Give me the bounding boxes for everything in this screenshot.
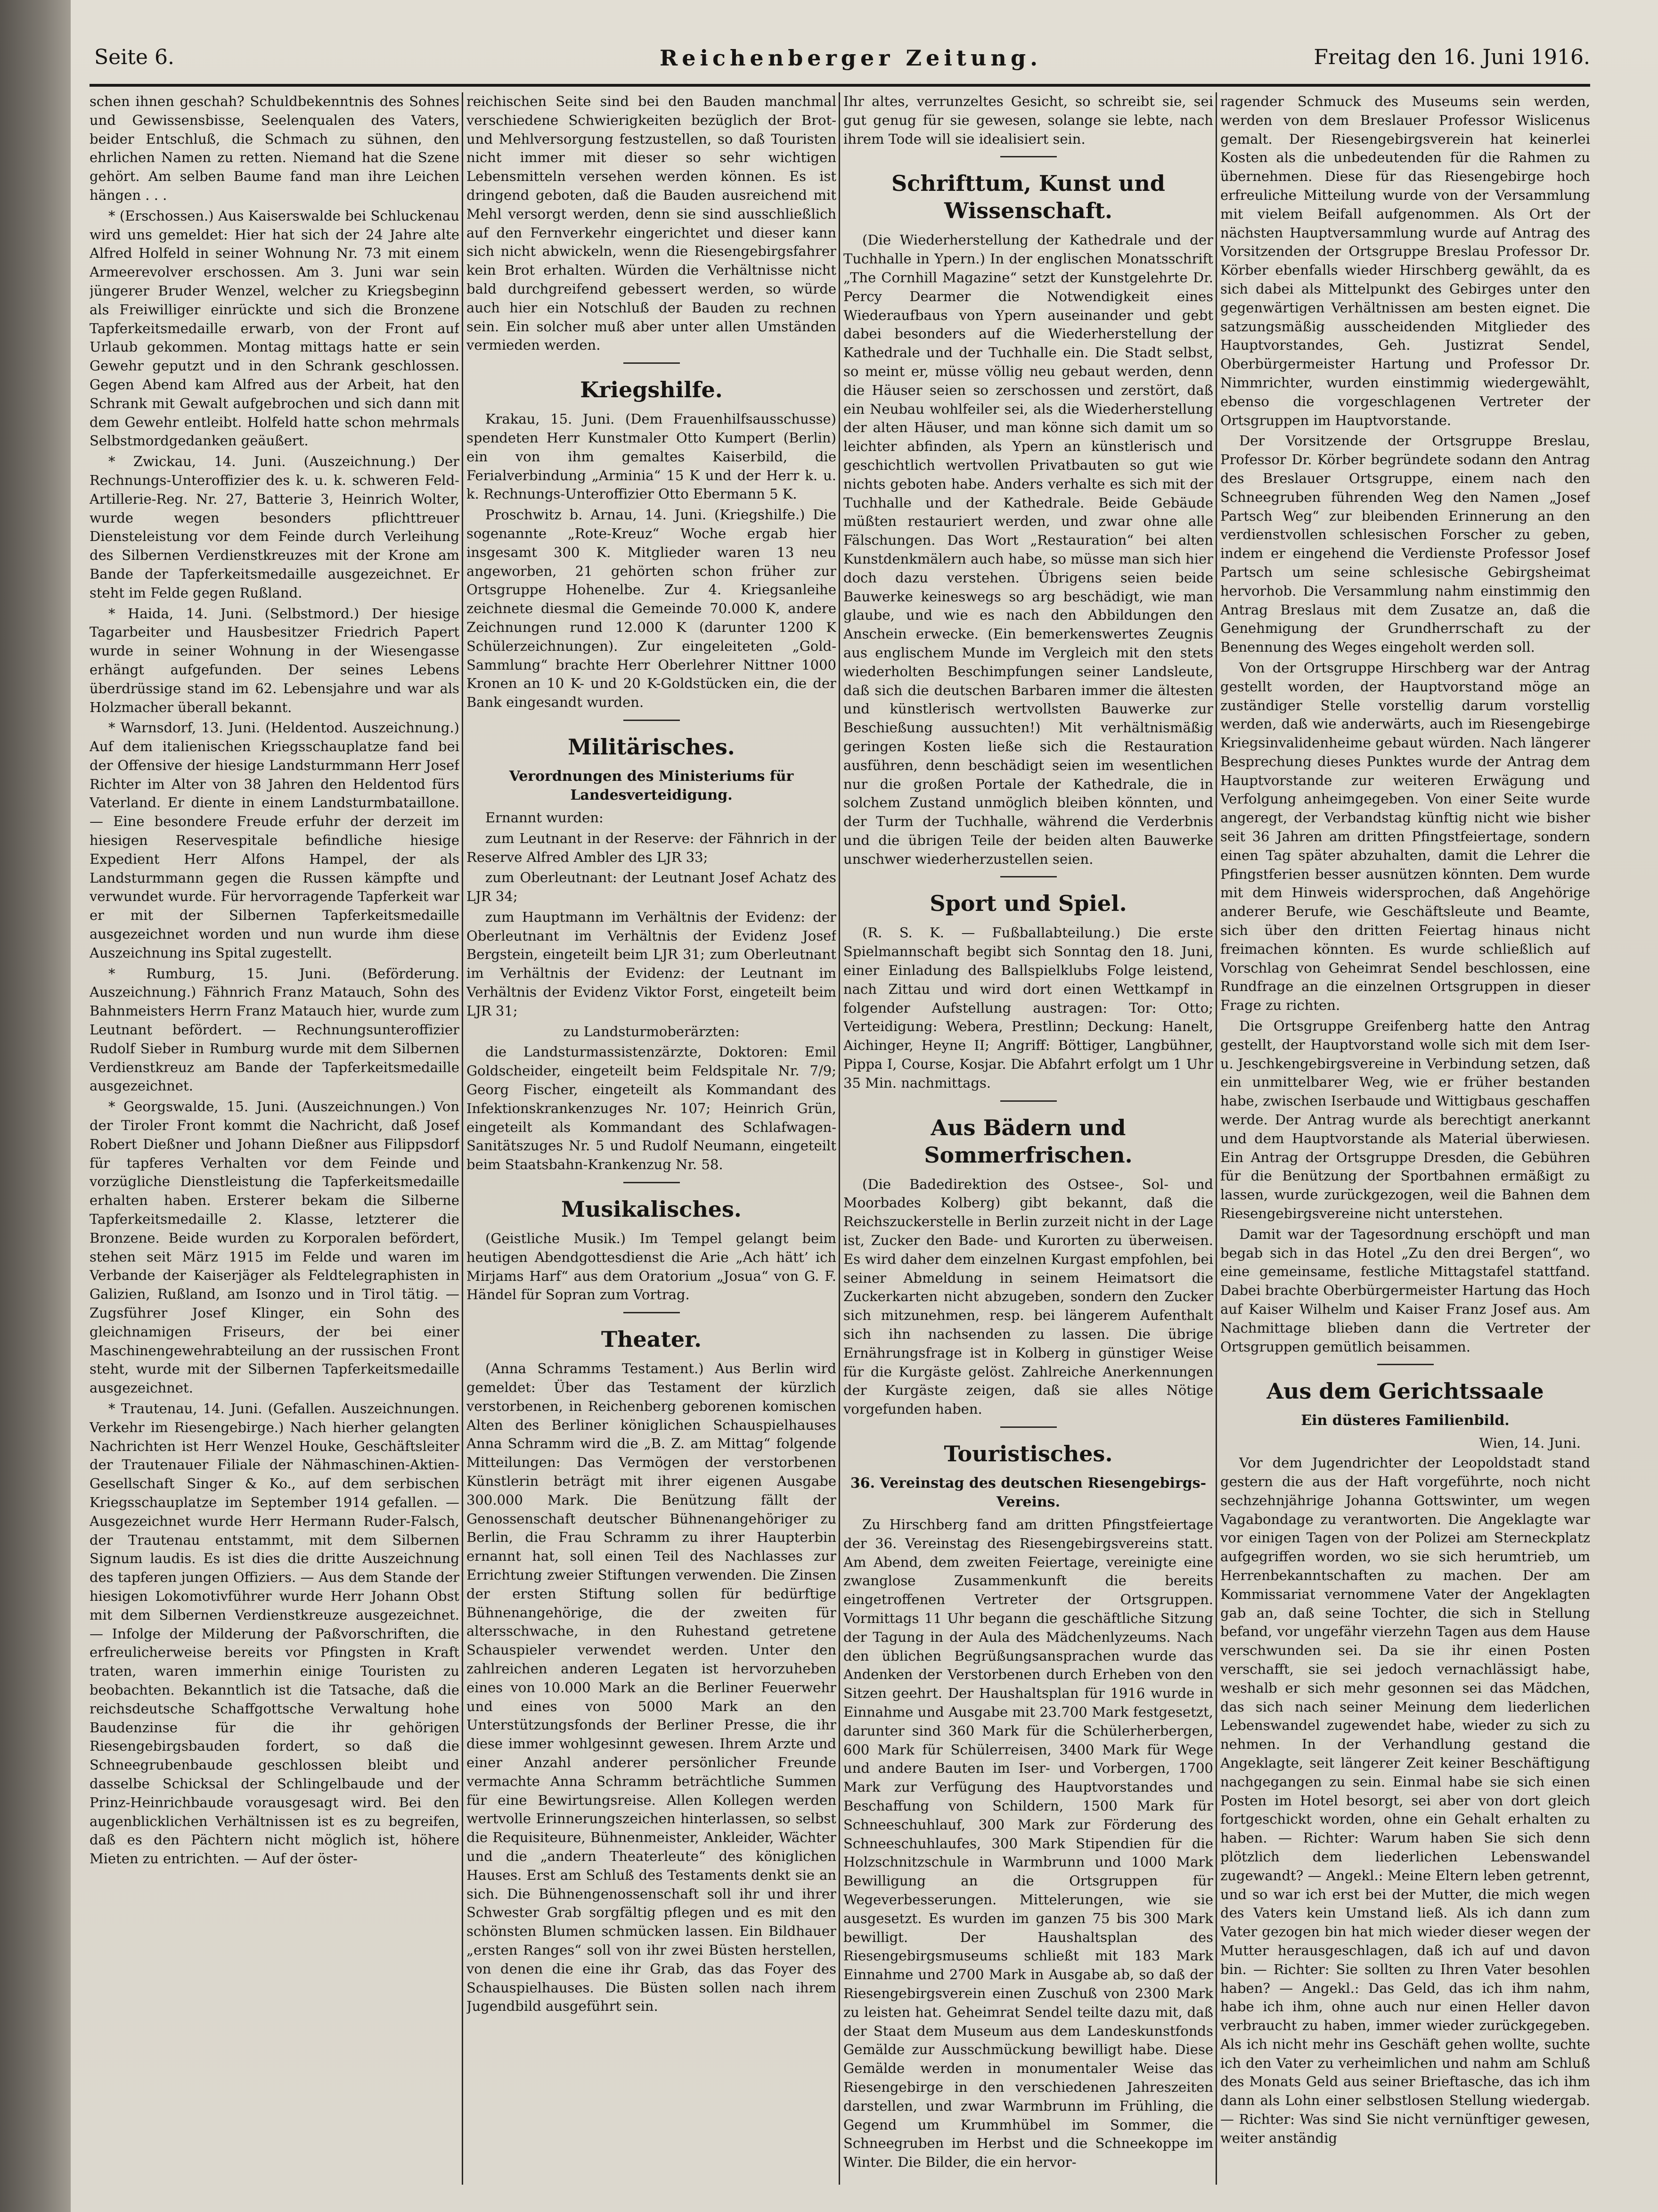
dateline: Wien, 14. Juni.	[1479, 1435, 1581, 1451]
paragraph: Zu Hirschberg fand am dritten Pfingstfeiertage der 36. Vereinstag des Riesengebirgsvereins statt. Am Abend, dem zweiten Feiertage, vereinigte eine zwanglose Zusammenkunft die bereits eingetroffenen Vertreter der Ortsgruppen. Vormittags 11 Uhr begann die geschäftliche Sitzung der Tagung in der Aula des Mädchenlyzeums. Nach den üblichen Begrüßungsansprachen wurde das Andenken der Verstorbenen durch Erheben von den Sitzen geehrt. Der Haushaltsplan für 1916 wurde in Einnahme und Ausgabe mit 23.700 Mark festgesetzt, darunter sind 360 Mark für die Schülerherbergen, 600 Mark für Schülerreisen, 3400 Mark für Wege und andere Bauten im Iser- und Vorbergen, 1700 Mark zur Verfügung des Hauptvorstandes und Beschaffung von Schildern, 1500 Mark für Schneeschuhlauf, 300 Mark zur Förderung des Schneeschuhlaufes, 300 Mark Stipendien für die Holzschnitzschule in Warmbrunn und 1000 Mark Bewilligung an die Ortsgruppen für Wegeverbesserungen. Mittelerungen, wie sie ausgesetzt. Es wurden im ganzen 75 bis 300 Mark bewilligt. Der Haushaltsplan des Riesengebirgsmuseums schließt mit 183 Mark Einnahme und 2700 Mark in Ausgabe ab, so daß der Riesengebirgsverein einen Zuschuß von 2300 Mark zu leisten hat. Geheimrat Sendel teilte dazu mit, daß der Staat dem Museum aus dem Landeskunstfonds Gemälde zur Ausschmückung bewilligt habe. Diese Gemälde werden in monumentaler Weise das Riesengebirge in den verschiedenen Jahreszeiten darstellen, und zwar Warmbrunn im Frühling, die Gegend um Krummhübel im Sommer, die Schneegruben im Herbst und die Schneekoppe im Winter. Die Bilder, die ein hervor-	[843, 1516, 1213, 2171]
paragraph: zum Leutnant in der Reserve: der Fähnrich in der Reserve Alfred Ambler des LJR 33;	[466, 830, 836, 865]
section-divider	[623, 1182, 680, 1183]
paragraph: * Trautenau, 14. Juni. (Gefallen. Auszeichnungen. Verkehr im Riesengebirge.) Nach hierher gelangten Nachrichten ist Herr Wenzel Houke, Geschäftsleiter der Trautenauer Filiale der Nähmaschinen-Aktien-Gesellschaft Singer & Ko., auf dem serbischen Kriegsschauplatze im September 1914 gefallen. — Ausgezeichnet wurde Herr Hermann Ruder-Falsch, der Trautenau entstammt, mit dem Silbernen Signum laudis. Es ist dies die dritte Auszeichnung des tapferen jungen Offiziers. — Aus dem Stande der hiesigen Lokomotivführer wurde Herr Johann Obst mit dem Silbernen Verdienstkreuze ausgezeichnet. — Infolge der Milderung der Paßvorschriften, die erfreulicherweise bereits vor Pfingsten in Kraft traten, waren immerhin einige Touristen zu beobachten. Bekanntlich ist die Tatsache, daß die reichsdeutsche Schaffgottsche Verwaltung hohe Baudenzinse für die ihr gehörigen Riesengebirgsbauden fordert, so daß die Schneegrubenbaude geschlossen bleibt und dasselbe Schicksal der Schlingelbaude und der Prinz-Heinrichbaude vorausgesagt wird. Bei den augenblicklichen Verhältnissen ist es zu begreifen, daß es den Pächtern nicht möglich ist, höhere Mieten zu entrichten. — Auf der öster-	[90, 1400, 459, 1867]
paragraph: * Haida, 14. Juni. (Selbstmord.) Der hiesige Tagarbeiter und Hausbesitzer Friedrich Papert wurde in seiner Wohnung in der Wiesengasse erhängt aufgefunden. Der seines Lebens überdrüssige stand im 62. Lebensjahre und war als Holzmacher überall bekannt.	[90, 605, 459, 715]
paragraph: (Die Badedirektion des Ostsee-, Sol- und Moorbades Kolberg) gibt bekannt, daß die Reichszuckerstelle in Berlin zurzeit nicht in der Lage ist, Zucker den Bade- und Kurorten zu überweisen. Es wird daher dem einzelnen Kurgast empfohlen, bei seiner Abmeldung in seinem Heimatsort die Zuckerkarten nicht abzugeben, sondern den Zucker sich mitzunehmen, resp. bei längerem Aufenthalt sich ihn nachsenden zu lassen. Die übrige Ernährungsfrage ist in Kolberg in günstiger Weise für die Kurgäste gelöst. Zahlreiche Anerkennungen der Kurgäste zeigen, daß sie alles Nötige vorgefunden haben.	[843, 1176, 1213, 1417]
subheading: Verordnungen des Ministeriums für Landesverteidigung.	[509, 768, 794, 803]
paragraph: Damit war der Tagesordnung erschöpft und man begab sich in das Hotel „Zu den drei Bergen“, wo eine gemeinsame, festliche Mittagstafel stattfand. Dabei brachte Oberbürgermeister Hartung das Hoch auf Kaiser Wilhelm und Kaiser Franz Josef aus. Am Nachmittage blieben dann die Vertreter der Ortsgruppen gemütlich beisammen.	[1220, 1226, 1590, 1355]
section-divider	[1000, 1426, 1057, 1428]
paragraph: Ernannt wurden:	[485, 809, 604, 826]
page-number: Seite 6.	[94, 45, 174, 69]
column-3	[843, 92, 1213, 2185]
paragraph: * Georgswalde, 15. Juni. (Auszeichnungen.) Von der Tiroler Front kommt die Nachricht, daß Josef Robert Dießner und Johann Dießner aus Filippsdorf für tapferes Verhalten vor dem Feinde und vorzügliche Dienstleistung die Tapferkeitsmedaille erhalten haben. Ersterer bekam die Silberne Tapferkeitsmedaille 2. Klasse, letzterer die Bronzene. Beide wurden zu Korporalen befördert, stehen seit März 1915 im Felde und waren im Verbande der Kaiserjäger als Feldtelegraphisten in Galizien, Rußland, am Isonzo und in Tirol tätig. — Zugsführer Josef Klinger, ein Sohn des gleichnamigen Friseurs, der bei einer Maschinengewehrabteilung an der russischen Front steht, wurde mit der Silbernen Tapferkeitsmedaille ausgezeichnet.	[90, 1098, 459, 1396]
paragraph: zu Landsturmoberärzten:	[563, 1023, 740, 1040]
paragraph: Ihr altes, verrunzeltes Gesicht, so schreibt sie, sei gut genug für sie gewesen, solange sie lebte, nach ihrem Tode will sie idealisiert sein.	[843, 93, 1213, 147]
section-heading-touristisches: Touristisches.	[944, 1441, 1113, 1467]
paragraph: Krakau, 15. Juni. (Dem Frauenhilfsausschusse) spendeten Herr Kunstmaler Otto Kumpert (Berlin) ein von ihm gemaltes Kaiserbild, die Ferialverbindung „Arminia“ 15 K und der Herr k. u. k. Rechnungs-Unteroffizier Otto Ebermann 5 K.	[466, 411, 836, 502]
column-1	[90, 92, 459, 2185]
paragraph: die Landsturmassistenzärzte, Doktoren: Emil Goldscheider, eingeteilt beim Feldspitale Nr. 7/9; Georg Fischer, eingeteilt als Kommandant des Infektionskrankenzuges Nr. 107; Heinrich Grün, eingeteilt als Kommandant des Schlafwagen-Sanitätszuges Nr. 5 und Rudolf Neumann, eingeteilt beim Staatsbahn-Krankenzug Nr. 58.	[466, 1044, 836, 1173]
paragraph: Die Ortsgruppe Greifenberg hatte den Antrag gestellt, der Hauptvorstand wolle sich mit dem Iser- u. Jeschkengebirgsvereine in Verbindung setzen, daß ein unmittelbarer Weg, wie er früher bestanden habe, zwischen Iserbaude und Wittigbaus geschaffen werde. Der Antrag wurde als berechtigt anerkannt und dem Hauptvorstande als Material überwiesen. Ein Antrag der Ortsgruppe Dresden, die Gebühren für die Benützung der Sportbahnen ermäßigt zu lassen, wurde zurückgezogen, weil die Bahnen dem Riesengebirgsvereine nicht unterstehen.	[1220, 1018, 1590, 1222]
section-heading-musikalisches: Musikalisches.	[561, 1196, 742, 1222]
newspaper-title: Reichenberger Zeitung.	[660, 45, 1042, 71]
paragraph: Vor dem Jugendrichter der Leopoldstadt stand gestern die aus der Haft vorgeführte, noch nicht sechzehnjährige Johanna Gottswinter, um wegen Vagabondage zu verantworten. Die Angeklagte war vor einigen Tagen von der Polizei am Sterneckplatz aufgegriffen worden, wo sie sich herumtrieb, um Herrenbekanntschaften zu machen. Der am Kommissariat vernommene Vater der Angeklagten gab an, daß seine Tochter, die sich in Stellung befand, vor ungefähr vierzehn Tagen aus dem Hause verschwunden sei. Da sie ihr einen Posten verschafft, sie sei jedoch vernachlässigt habe, weshalb er sich mehr gesonnen sei das Mädchen, das sich nach seiner Meinung dem liederlichen Lebenswandel zugewendet habe, wieder zu sich zu nehmen. In der Verhandlung gestand die Angeklagte, seit längerer Zeit keiner Beschäftigung nachgegangen zu sein. Einmal habe sie sich einen Posten im Hotel besorgt, sei aber von dort gleich fortgeschickt worden, ohne ein Gehalt erhalten zu haben. — Richter: Warum haben Sie sich denn plötzlich dem liederlichen Lebenswandel zugewandt? — Angekl.: Meine Eltern leben getrennt, und so war ich erst bei der Mutter, die mich wegen des Vaters kein Umstand ließ. Als ich dann zum Vater gezogen bin hat mich wieder dieser wegen der Mutter herausgeschlagen, daß ich auf und davon bin. — Richter: Sie sollten zu Ihren Vater besohlen haben? — Angekl.: Das Geld, das ich ihm nahm, habe ich ihm, ohne auch nur einen Heller davon verbraucht zu haben, immer wieder zurückgegeben. Als ich nicht mehr ins Geschäft gehen wollte, suchte ich den Vater zu verheimlichen und nahm am Schluß des Monats Geld aus seiner Brieftasche, das ich ihm dann als Lohn einer selbstlosen Stellung wiedergab. — Richter: Was sind Sie nicht vernünftiger gewesen, weiter anständig	[1220, 1455, 1590, 2146]
subheading: 36. Vereinstag des deutschen Riesengebirgs-Vereins.	[850, 1475, 1207, 1511]
section-divider	[623, 362, 680, 364]
paragraph: schen ihnen geschah? Schuldbekenntnis des Sohnes und Gewissensbisse, Seelenqualen des Vaters, beider Entschluß, die Schmach zu sühnen, den ehrlichen Namen zu retten. Niemand hat die Szene gehört. Am selben Baume fand man ihre Leichen hängen . . .	[90, 93, 459, 203]
section-divider	[623, 1312, 680, 1313]
column-rule	[1216, 92, 1217, 2185]
subheading: Ein düsteres Familienbild.	[1301, 1412, 1510, 1429]
paragraph: zum Oberleutnant: der Leutnant Josef Achatz des LJR 34;	[466, 869, 836, 905]
header-rule	[90, 84, 1590, 87]
scan-binding-edge	[0, 0, 71, 2212]
paragraph: ragender Schmuck des Museums sein werden, werden von dem Breslauer Professor Wislicenus gemalt. Der Riesengebirgsverein hat keinerlei Kosten als die unbedeutenden für die Rahmen zu übernehmen. Diese für das Riesengebirge hoch erfreuliche Mitteilung wurde von der Versammlung mit vielem Beifall aufgenommen. Als Ort der nächsten Hauptversammlung wurde auf Antrag des Vorsitzenden der Ortsgruppe Breslau Professor Dr. Körber ebenfalls wieder Hirschberg gewählt, da es sich dabei als Mittelpunkt des Gebirges unter den gegenwärtigen Verhältnissen am besten eignet. Die satzungsmäßig ausscheidenden Mitglieder des Hauptvorstandes, Geh. Justizrat Sendel, Oberbürgermeister Hartung und Professor Dr. Nimmrichter, wurden einstimmig wiedergewählt, ebenso die vorgeschlagenen Vertreter der Ortsgruppen im Hauptvorstande.	[1220, 93, 1590, 428]
column-rule	[839, 92, 840, 2185]
section-heading-schrifttum: Schrifttum, Kunst und Wissenschaft.	[891, 171, 1165, 224]
paragraph: Von der Ortsgruppe Hirschberg war der Antrag gestellt worden, der Hauptvorstand möge an zuständiger Stelle vorstellig darum vorstellig werden, daß wie anderwärts, auch im Riesengebirge Kriegsinvalidenheime gebaut würden. Nach längerer Besprechung dieses Punktes wurde der Antrag dem Hauptvorstande zur weiteren Erwägung und Verfolgung anheimgegeben. Von einer Seite wurde angeregt, der Verbandstag künftig nicht wie bisher seit 36 Jahren am dritten Pfingstfeiertage, sondern einen Tag später abzuhalten, damit die Lehrer die Pfingstferien besser ausnützen könnten. Dem wurde mit dem Hinweis widersprochen, daß Angehörige anderer Berufe, wie Geschäftsleute und Beamte, sich über den dritten Feiertag hinaus nicht freimachen könnten. Es wurde schließlich auf Vorschlag von Geheimrat Sendel beschlossen, eine Rundfrage an die einzelnen Ortsgruppen in dieser Frage zu richten.	[1220, 659, 1590, 1014]
paragraph: * Zwickau, 14. Juni. (Auszeichnung.) Der Rechnungs-Unteroffizier des k. u. k. schweren Feld-Artillerie-Reg. Nr. 27, Batterie 3, Heinrich Wolter, wurde wegen besonders pflichttreuer Diensteleistung vor dem Feinde durch Verleihung des Silbernen Verdienstkreuzes mit der Krone am Bande der Tapferkeitsmedaille ausgezeichnet. Er steht im Felde gegen Rußland.	[90, 453, 459, 601]
paragraph: (Anna Schramms Testament.) Aus Berlin wird gemeldet: Über das Testament der kürzlich verstorbenen, in Reichenberg geborenen komischen Alten des Berliner königlichen Schauspielhauses Anna Schramm wird die „B. Z. am Mittag“ folgende Mitteilungen: Das Vermögen der verstorbenen Künstlerin beträgt mit ihrer eigenen Ausgabe 300.000 Mark. Die Benützung fällt der Genossenschaft deutscher Bühnenangehöriger zu Berlin, die Frau Schramm zu ihrer Haupterbin ernannt hat, soll einen Teil des Nachlasses zur Errichtung zweier Stiftungen verwenden. Die Zinsen der ersten Stiftung sollen für bedürftige Bühnenangehörige, die der zweiten für altersschwache, in den Ruhestand getretene Schauspieler verwendet werden. Unter den zahlreichen anderen Legaten ist hervorzuheben eines von 10.000 Mark an die Berliner Feuerwehr und eines von 5000 Mark an den Unterstützungsfonds der Berliner Presse, die ihr diese immer wohlgesinnt gewesen. Ihrem Arzte und einer Anzahl anderer persönlicher Freunde vermachte Anna Schramm beträchtliche Summen für eine Bewirtungsreise. Allen Kollegen werden wertvolle Erinnerungszeichen hinterlassen, so selbst die Requisiteure, Bühnenmeister, Ankleider, Wächter und die „andern Theaterleute“ des königlichen Hauses. Erst am Schluß des Testaments denkt sie an sich. Die Bühnengenossenschaft soll ihr und ihrer Schwester Grab sorgfältig pflegen und es mit den schönsten Blumen schmücken lassen. Ein Bildhauer „ersten Ranges“ soll von ihr zwei Büsten herstellen, von denen die eine ihr Grab, das das Foyer des Schauspielhauses. Die Büsten sollen nach ihrem Jugendbild ausgeführt sein.	[466, 1360, 836, 2015]
section-divider	[1377, 1364, 1434, 1365]
section-heading-theater: Theater.	[601, 1327, 702, 1352]
paragraph: zum Hauptmann im Verhältnis der Evidenz: der Oberleutnant im Verhältnis der Evidenz Josef Bergstein, eingeteilt beim LJR 31; zum Oberleutnant im Verhältnis der Evidenz: der Leutnant im Verhältnis der Evidenz Viktor Forst, eingeteilt beim LJR 31;	[466, 909, 836, 1019]
section-divider	[1000, 1100, 1057, 1102]
section-heading-sport: Sport und Spiel.	[930, 891, 1127, 917]
section-heading-militaerisches: Militärisches.	[568, 734, 735, 760]
section-heading-gerichtssaale: Aus dem Gerichtssaale	[1266, 1378, 1544, 1404]
section-heading-kriegshilfe: Kriegshilfe.	[580, 377, 723, 403]
section-heading-baeder: Aus Bädern und Sommerfrischen.	[924, 1114, 1133, 1168]
paragraph: Proschwitz b. Arnau, 14. Juni. (Kriegshilfe.) Die sogenannte „Rote-Kreuz“ Woche ergab hier insgesamt 300 K. Mitglieder waren 13 neu angeworben, 21 gehörten schon früher zur Ortsgruppe Hohenelbe. Zur 4. Kriegsanleihe zeichnete diesmal die Gemeinde 70.000 K, andere Zeichnungen rund 12.000 K (darunter 1200 K Schülerzeichnungen). Zur eingeleiteten „Gold-Sammlung“ brachte Herr Oberlehrer Nittner 1000 Kronen an 10 K- und 20 K-Goldstücken ein, die der Bank eingesandt wurden.	[466, 507, 836, 711]
section-divider	[1000, 876, 1057, 877]
paragraph: * Warnsdorf, 13. Juni. (Heldentod. Auszeichnung.) Auf dem italienischen Kriegsschauplatze fand bei der Offensive der hiesige Landsturmmann Herr Josef Richter im Alter von 38 Jahren den Heldentod fürs Vaterland. Er diente in einem Landsturmbataillone. — Eine besondere Freude erfuhr der derzeit im hiesigen Reservespitale befindliche hiesige Expedient Herr Alfons Hampel, der als Landsturmmann gegen die Russen kämpfte und verwundet wurde. Für hervorragende Tapferkeit war er mit der Silbernen Tapferkeitsmedaille ausgezeichnet worden und nun wurde ihm diese Auszeichnung ins Spital zugestellt.	[90, 720, 459, 961]
paragraph: Der Vorsitzende der Ortsgruppe Breslau, Professor Dr. Körber begründete sodann den Antrag des Breslauer Ortsgruppe, einem nach den Schneegruben führenden Weg den Namen „Josef Partsch Weg“ zur bleibenden Erinnerung an den verdienstvollen schlesischen Forscher zu geben, indem er eingehend die Verdienste Professor Josef Partsch um seine schlesische Gebirgsheimat hervorhob. Die Versammlung nahm einstimmig den Antrag Breslaus mit dem Zusatze an, daß die Genehmigung der Grundherrschaft zu der Benennung des Weges eingeholt werden soll.	[1220, 433, 1590, 655]
issue-date: Freitag den 16. Juni 1916.	[1314, 45, 1590, 69]
paragraph: * Rumburg, 15. Juni. (Beförderung. Auszeichnung.) Fähnrich Franz Matauch, Sohn des Bahnmeisters Herrn Franz Matauch hier, wurde zum Leutnant befördert. — Rechnungsunteroffizier Rudolf Sieber in Rumburg wurde mit dem Silbernen Verdienstkreuz am Bande der Tapferkeitsmedaille ausgezeichnet.	[90, 965, 459, 1094]
paragraph: reichischen Seite sind bei den Bauden manchmal verschiedene Schwierigkeiten bezüglich der Brot- und Mehlversorgung festzustellen, so daß Touristen nicht immer mit dieser so sehr wichtigen Lebensmitteln versehen werden können. Es ist dringend geboten, daß die Bauden ausreichend mit Mehl versorgt werden, denn sie sind ausschließlich auf den Fernverkehr eingerichtet und dieser kann sich nicht abwickeln, wenn die Riesengebirgsfahrer kein Brot erhalten. Würden die Verhältnisse nicht bald durchgreifend gebessert werden, so würde auch hier ein Notschluß der Bauden zu rechnen sein. Ein solcher muß aber unter allen Umständen vermieden werden.	[466, 93, 836, 353]
paragraph: * (Erschossen.) Aus Kaiserswalde bei Schluckenau wird uns gemeldet: Hier hat sich der 24 Jahre alte Alfred Holfeld in seiner Wohnung Nr. 73 mit einem Armeerevolver erschossen. Am 3. Juni war sein jüngerer Bruder Wenzel, welcher zu Kriegsbeginn als Freiwilliger einrückte und sich die Bronzene Tapferkeitsmedaille erwarb, von der Front auf Urlaub gekommen. Montag mittags hatte er sein Gewehr geputzt und in den Schrank geschlossen. Gegen Abend kam Alfred aus der Arbeit, hat den Schrank mit Gewalt aufgebrochen und sich dann mit dem Gewehr entleibt. Holfeld hatte schon mehrmals Selbstmordgedanken geäußert.	[90, 207, 459, 449]
column-2	[466, 92, 836, 2185]
column-rule	[462, 92, 463, 2185]
column-4	[1220, 92, 1590, 2185]
section-divider	[1000, 156, 1057, 157]
section-divider	[623, 720, 680, 721]
masthead	[71, 42, 1590, 80]
paragraph: (Die Wiederherstellung der Kathedrale und der Tuchhalle in Ypern.) In der englischen Monatsschrift „The Cornhill Magazine“ setzt der Kunstgelehrte Dr. Percy Dearmer die Notwendigkeit eines Wiederaufbaus von Ypern auseinander und gebt dabei besonders auf die Wiederherstellung der Kathedrale und der Tuchhalle ein. Die Stadt selbst, so meint er, müsse völlig neu gebaut werden, denn die Häuser seien so zerschossen und zerstört, daß ein Neubau wohlfeiler sei, als die Wiederherstellung der alten Häuser, und man könne sich damit um so leichter abfinden, als Ypern an künstlerisch und geschichtlich wertvollen Privatbauten so gut wie nichts geboten habe. Anders verhalte es sich mit der Tuchhalle und der Kathedrale. Beide Gebäude müßten restauriert werden, und zwar ohne alle Fälschungen. Das Wort „Restauration“ bei alten Kunstdenkmälern auch habe, so müsse man sich hier doch dazu verstehen. Übrigens seien beide Bauwerke keineswegs so arg beschädigt, wie man glaube, und wie es nach den Abbildungen den Anschein erwecke. (Ein bemerkenswertes Zeugnis aus englischem Munde im Vergleich mit den stets wiederholten Beschimpfungen seiner Landsleute, daß sich die deutschen Barbaren immer die ältesten und künstlerisch wertvollsten Bauwerke zur Beschießung aussuchten!) Mit verhältnismäßig geringen Kosten ließe sich die Restauration ausführen, denn beschädigt seien im wesentlichen nur die großen Portale der Kathedrale, die in solchem Zustand unmöglich bleiben könnten, und der Turm der Tuchhalle, während die Verderbnis und die übrigen Teile der beiden alten Bauwerke unschwer wiederherzustellen seien.	[843, 232, 1213, 867]
paragraph: (Geistliche Musik.) Im Tempel gelangt beim heutigen Abendgottesdienst die Arie „Ach hätt’ ich Mirjams Harf“ aus dem Oratorium „Josua“ von G. F. Händel für Sopran zum Vortrag.	[466, 1230, 836, 1303]
paragraph: (R. S. K. — Fußballabteilung.) Die erste Spielmannschaft begibt sich Sonntag den 18. Juni, einer Einladung des Ballspielklubs Folge leistend, nach Zittau und wird dort einen Wettkampf in folgender Aufstellung austragen: Tor: Otto; Verteidigung: Webera, Prestlinn; Deckung: Hanelt, Aichinger, Heyne II; Angriff: Böttiger, Langbühner, Pippa I, Course, Kosjar. Die Abfahrt erfolgt um 1 Uhr 35 Min. nachmittags.	[843, 925, 1213, 1091]
